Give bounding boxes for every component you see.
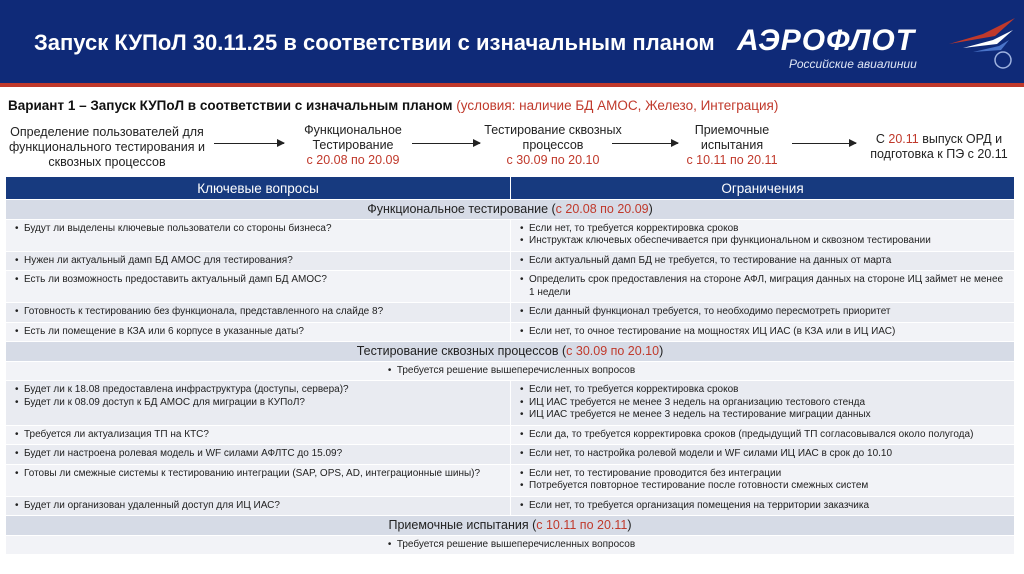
arrow-1 xyxy=(214,143,284,144)
question-item: • Будет ли настроена ролевая модель и WF силами АФЛТС до 15.09? xyxy=(12,448,504,461)
table-row xyxy=(6,322,1015,342)
logo-text: АЭРОФЛОТ xyxy=(737,24,916,57)
question-cell xyxy=(6,271,511,303)
wings-icon xyxy=(943,14,1021,72)
column-header-questions: Ключевые вопросы xyxy=(6,177,511,200)
table-row xyxy=(6,445,1015,465)
question-cell xyxy=(6,425,511,445)
table-row xyxy=(6,271,1015,303)
variant-conditions: (условия: наличие БД АМОС, Железо, Интеграция) xyxy=(456,98,779,113)
limit-item: • Определить срок предоставления на стороне АФЛ, миграция данных на стороне ИЦ займет не менее 1 недели xyxy=(517,274,1008,299)
section-dates: с 10.11 по 20.11 xyxy=(536,518,628,532)
step-text: Определение пользователей для функционального тестирования и сквозных процессов xyxy=(8,125,206,169)
section-note: • Требуется решение вышеперечисленных вопросов xyxy=(385,365,635,378)
question-item: • Будет ли к 08.09 доступ к БД АМОС для миграции в КУПоЛ? xyxy=(12,397,504,410)
step-e2e xyxy=(478,123,628,168)
section-dates: с 20.08 по 20.09 xyxy=(555,202,649,216)
table-row xyxy=(6,496,1015,516)
limit-item: • Если нет, то требуется корректировка сроков xyxy=(517,384,1008,397)
step-functional xyxy=(288,123,418,168)
limit-item: • ИЦ ИАС требуется не менее 3 недель на тестирование миграции данных xyxy=(517,409,1008,422)
limit-item: • Если актуальный дамп БД не требуется, то тестирование на данных от марта xyxy=(517,255,1008,268)
variant-heading xyxy=(8,98,778,113)
section-title: Тестирование сквозных процессов ( xyxy=(356,344,567,358)
table-row xyxy=(6,219,1015,251)
final-prefix: С xyxy=(875,132,889,146)
limit-item: • Если нет, то требуется корректировка сроков xyxy=(517,223,1008,236)
question-cell xyxy=(6,219,511,251)
section-title: Приемочные испытания ( xyxy=(388,518,537,532)
limit-cell xyxy=(511,464,1015,496)
limit-cell xyxy=(511,271,1015,303)
table-row xyxy=(6,464,1015,496)
limit-item: • Если нет, то тестирование проводится без интеграции xyxy=(517,468,1008,481)
step-text: Функциональное Тестирование xyxy=(304,123,402,152)
question-cell xyxy=(6,445,511,465)
limit-item: • Если нет, то требуется организация помещения на территории заказчика xyxy=(517,500,1008,513)
question-item: • Готовность к тестированию без функционала, представленного на слайде 8? xyxy=(12,306,504,319)
questions-table xyxy=(5,176,1015,555)
header-accent-line xyxy=(0,83,1024,87)
question-cell xyxy=(6,251,511,271)
question-cell xyxy=(6,496,511,516)
limit-cell xyxy=(511,445,1015,465)
question-item: • Будут ли выделены ключевые пользователи со стороны бизнеса? xyxy=(12,223,504,236)
section-close: ) xyxy=(627,518,632,532)
step-final xyxy=(858,132,1020,162)
table-row xyxy=(6,251,1015,271)
step-users xyxy=(4,125,210,170)
limit-item: • ИЦ ИАС требуется не менее 3 недель на организацию тестового стенда xyxy=(517,397,1008,410)
limit-item: • Если нет, то очное тестирование на мощностях ИЦ ИАС (в КЗА или в ИЦ ИАС) xyxy=(517,326,1008,339)
aeroflot-logo xyxy=(733,12,1023,76)
step-dates: с 10.11 по 20.11 xyxy=(686,153,778,167)
section-title: Функциональное тестирование ( xyxy=(367,202,556,216)
limit-item: • Инструктаж ключевых обеспечивается при функциональном и сквозном тестировании xyxy=(517,235,1008,248)
question-item: • Есть ли возможность предоставить актуальный дамп БД АМОС? xyxy=(12,274,504,287)
table-row xyxy=(6,381,1015,426)
variant-title: Вариант 1 – Запуск КУПоЛ в соответствии с изначальным планом xyxy=(8,98,453,113)
limit-item: • Если нет, то настройка ролевой модели и WF силами ИЦ ИАС в срок до 10.10 xyxy=(517,448,1008,461)
limit-cell xyxy=(511,251,1015,271)
section-note-row xyxy=(6,535,1015,555)
section-close: ) xyxy=(648,202,653,216)
step-acceptance xyxy=(672,123,792,168)
section-row xyxy=(6,516,1015,536)
logo-subtitle: Российские авиалинии xyxy=(789,57,917,71)
table-row xyxy=(6,425,1015,445)
section-row xyxy=(6,342,1015,362)
question-item: • Будет ли к 18.08 предоставлена инфраструктура (доступы, сервера)? xyxy=(12,384,504,397)
step-dates: с 30.09 по 20.10 xyxy=(506,153,600,167)
limit-item: • Если да, то требуется корректировка сроков (предыдущий ТП согласовывался около полугода) xyxy=(517,429,1008,442)
step-text: Тестирование сквозных процессов xyxy=(484,123,622,152)
question-cell xyxy=(6,464,511,496)
question-item: • Готовы ли смежные системы к тестированию интеграции (SAP, OPS, AD, интеграционные шины)? xyxy=(12,468,504,481)
limit-item: • Потребуется повторное тестирование после готовности смежных систем xyxy=(517,480,1008,493)
table-body xyxy=(6,200,1015,555)
arrow-4 xyxy=(792,143,856,144)
section-dates: с 30.09 по 20.10 xyxy=(566,344,660,358)
limit-item: • Если данный функционал требуется, то необходимо пересмотреть приоритет xyxy=(517,306,1008,319)
limit-cell xyxy=(511,303,1015,323)
question-item: • Нужен ли актуальный дамп БД АМОС для тестирования? xyxy=(12,255,504,268)
header-bar xyxy=(0,0,1024,86)
question-cell xyxy=(6,381,511,426)
limit-cell xyxy=(511,425,1015,445)
step-dates: с 20.08 по 20.09 xyxy=(306,153,400,167)
limit-cell xyxy=(511,322,1015,342)
section-row xyxy=(6,200,1015,220)
final-date: 20.11 xyxy=(888,132,919,146)
step-text: Приемочные испытания xyxy=(694,123,770,152)
limit-cell xyxy=(511,381,1015,426)
final-suffix: выпуск ОРД и подготовка к ПЭ с 20.11 xyxy=(870,132,1008,161)
section-note: • Требуется решение вышеперечисленных вопросов xyxy=(385,539,635,552)
table-row xyxy=(6,303,1015,323)
column-header-limits: Ограничения xyxy=(511,177,1015,200)
section-close: ) xyxy=(659,344,664,358)
question-cell xyxy=(6,303,511,323)
section-note-row xyxy=(6,361,1015,381)
limit-cell xyxy=(511,496,1015,516)
question-item: • Есть ли помещение в КЗА или 6 корпусе в указанные даты? xyxy=(12,326,504,339)
limit-cell xyxy=(511,219,1015,251)
question-cell xyxy=(6,322,511,342)
arrow-2 xyxy=(412,143,480,144)
question-item: • Требуется ли актуализация ТП на КТС? xyxy=(12,429,504,442)
question-item: • Будет ли организован удаленный доступ для ИЦ ИАС? xyxy=(12,500,504,513)
page-title: Запуск КУПоЛ 30.11.25 в соответствии с изначальным планом xyxy=(34,30,715,55)
arrow-3 xyxy=(612,143,678,144)
